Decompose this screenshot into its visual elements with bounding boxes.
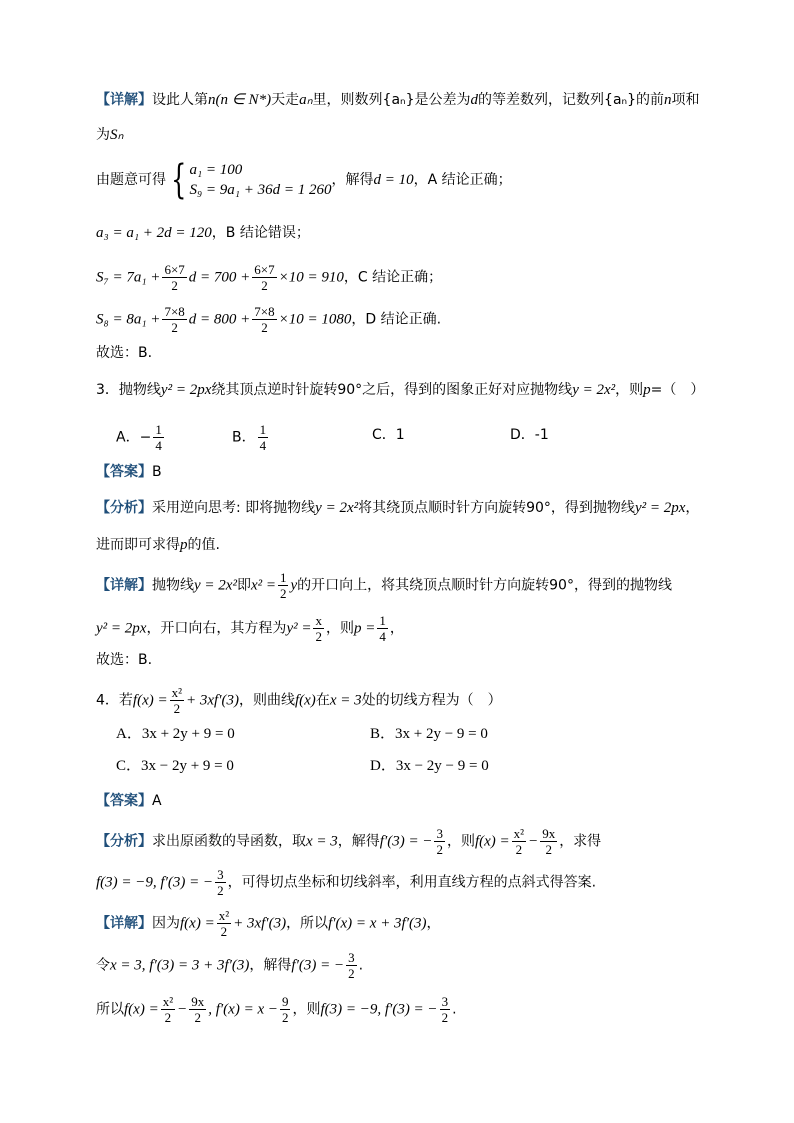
detail-line-4: a₃ = a₁ + 2d = 120，B 结论错误；	[96, 225, 310, 241]
q4-detail-2: 令x = 3, f′(3) = 3 + 3f′(3)，解得f′(3) = − $\frac{3}{2}$ .	[96, 950, 364, 981]
q3-option-c: C．1	[372, 427, 405, 443]
q4-analysis-2: f(3) = −9, f′(3) = − $\frac{3}{2}$ ，可得切点坐标和切线斜率，利用直线方程的点斜式得答案.	[96, 867, 597, 898]
equation-system: a₁ = 100 S₉ = 9a₁ + 36d = 1 260	[189, 162, 332, 198]
q3-answer: 【答案】B	[96, 464, 162, 480]
detail-line-5: S₇ = 7a₁ + $\frac{6\times 7}{2}$ d = 700 + $\frac{6\times 7}{2}$ ×10 = 910，C 结论正确；	[96, 262, 443, 293]
q4-option-a: A．3x + 2y + 9 = 0	[116, 726, 235, 742]
system-brace: {	[171, 157, 187, 203]
q3-stem: 3．抛物线y² = 2px绕其顶点逆时针旋转90°之后，得到的图象正好对应抛物线y = 2x²，则p=（ ）	[96, 382, 705, 398]
choose-line-1: 故选：B.	[96, 345, 153, 361]
q3-option-d: D．-1	[510, 427, 549, 443]
q3-detail-1: 【详解】抛物线y = 2x²即x² = $\frac{1}{2}$ y的开口向上，将其绕顶点顺时针方向旋转90°，得到的抛物线	[96, 570, 672, 601]
detail-line-2: 为Sₙ	[96, 127, 124, 143]
q4-stem: 4．若f(x) = $\frac{\text{x²}}{2}$ + 3xf′(3)，则曲线f(x)在x = 3处的切线方程为（ ）	[96, 685, 502, 716]
detail-line-1: 【详解】设此人第n(n ∈ N*)天走aₙ里，则数列{aₙ}是公差为d的等差数列，记数列{aₙ}的前n项和	[96, 92, 700, 108]
choose-line-2: 故选：B.	[96, 652, 153, 668]
q3-analysis-1: 【分析】采用逆向思考: 即将抛物线y = 2x²将其绕顶点顺时针方向旋转90°，得到抛物线y² = 2px，	[96, 500, 700, 516]
q4-option-d: D．3x − 2y − 9 = 0	[370, 758, 489, 774]
q3-option-a: A．− $\frac{1}{4}$	[116, 422, 162, 453]
q4-analysis-1: 【分析】求出原函数的导函数，取x = 3，解得f′(3) = − $\frac{3}{2}$ ，则f(x) = $\frac{\text{x²}}{2}$ − $\frac{9x}{2}$ ，求得	[96, 826, 602, 857]
detail-line-6: S₈ = 8a₁ + $\frac{7\times 8}{2}$ d = 800 + $\frac{7\times 8}{2}$ ×10 = 1080，D 结论正确.	[96, 304, 442, 335]
q3-option-b: B． $\frac{1}{4}$	[232, 422, 267, 453]
q3-detail-2: y² = 2px，开口向右，其方程为y² = $\frac{x}{2}$ ，则p = $\frac{1}{4}$ ，	[96, 613, 404, 644]
detail-tag: 【详解】	[96, 92, 152, 108]
q4-option-b: B．3x + 2y − 9 = 0	[370, 726, 488, 742]
q4-answer: 【答案】A	[96, 793, 162, 809]
q4-detail-3: 所以f(x) = $\frac{\text{x²}}{2}$ − $\frac{9x}{2}$ , f′(x) = x − $\frac{9}{2}$ ，则f(3) = −9, f′(3) = − $\frac{3}{2}$ .	[96, 994, 457, 1025]
q4-detail-1: 【详解】因为f(x) = $\frac{\text{x²}}{2}$ + 3xf′(3)，所以f′(x) = x + 3f′(3)，	[96, 908, 441, 939]
q3-analysis-2: 进而即可求得p的值.	[96, 537, 220, 553]
q4-option-c: C．3x − 2y + 9 = 0	[116, 758, 234, 774]
detail-line-3: 由题意可得 { a₁ = 100 S₉ = 9a₁ + 36d = 1 260 ，解得d = 10，A 结论正确；	[96, 157, 512, 203]
